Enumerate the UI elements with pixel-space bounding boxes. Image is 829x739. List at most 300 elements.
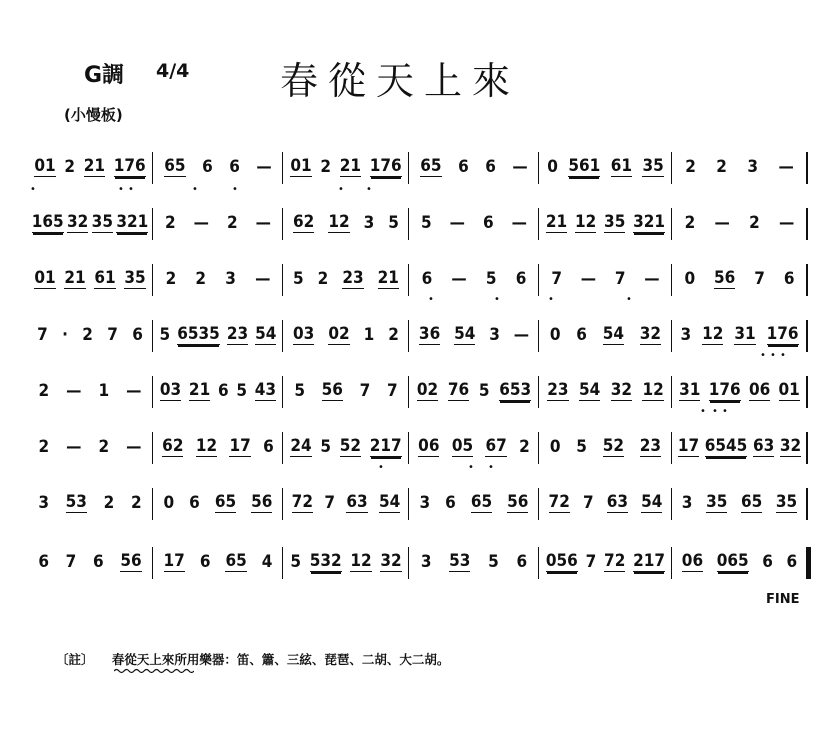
score-row: [28, 262, 808, 302]
octave-dot-icon: •: [428, 294, 434, 305]
bar-line: [806, 547, 811, 579]
note-token: 6535: [177, 318, 220, 345]
bar-line: [538, 152, 539, 184]
note-token: —: [779, 213, 795, 233]
note-token: 65: [215, 486, 236, 513]
note-token: 7: [107, 325, 118, 345]
bar-line: [282, 264, 283, 296]
note-token: 2: [38, 437, 50, 457]
note-token: 65: [225, 545, 246, 572]
bar-line: [408, 376, 409, 408]
note-token: 32: [67, 206, 88, 233]
note-token: 56: [120, 545, 141, 572]
note-token: 6: [458, 157, 469, 177]
note-token: 5: [485, 269, 497, 289]
footnote-wavy-underline: [114, 668, 194, 674]
bar-line: [408, 152, 409, 184]
note-token: 7: [585, 552, 597, 572]
note-token: ·: [62, 325, 68, 345]
bar-line: [152, 488, 153, 520]
note-token: 6: [199, 552, 211, 572]
note-token: 21: [64, 262, 85, 289]
note-token: 32: [640, 318, 661, 345]
note-token: 01: [290, 150, 311, 177]
bar-line: [671, 152, 672, 184]
note-token: 54: [579, 374, 600, 401]
note-token: 35: [604, 206, 625, 233]
note-token: 7: [614, 269, 626, 289]
note-token: 65: [741, 486, 762, 513]
octave-dot-icon: •: [770, 350, 776, 361]
bar-line: [806, 488, 808, 520]
note-token: 7: [386, 381, 398, 401]
measure: [542, 150, 669, 190]
measure: [156, 206, 280, 246]
octave-dot-icon: •: [722, 406, 728, 417]
note-token: 5: [236, 381, 248, 401]
bar-line: [152, 376, 153, 408]
bar-line: [408, 432, 409, 464]
measure: [30, 262, 150, 302]
note-token: 54: [379, 486, 400, 513]
note-token: 35: [706, 486, 727, 513]
note-token: —: [714, 213, 730, 233]
note-token: 653: [499, 374, 531, 401]
bar-line: [538, 264, 539, 296]
note-token: —: [126, 437, 142, 457]
measure: [30, 206, 150, 246]
measure: [286, 262, 406, 302]
note-token: 6: [485, 157, 496, 177]
octave-dot-icon: •: [712, 406, 718, 417]
note-token: 56: [714, 262, 735, 289]
note-token: 6: [483, 213, 494, 233]
measure: [675, 150, 804, 190]
note-token: 3: [363, 213, 375, 233]
note-token: 1: [363, 325, 375, 345]
note-token: 53: [449, 545, 470, 572]
note-token: 32: [380, 545, 401, 572]
piece-title: 春從天上來: [280, 59, 521, 103]
note-token: 2: [317, 269, 329, 289]
octave-dot-icon: •: [780, 350, 786, 361]
note-token: 6: [38, 552, 49, 572]
note-token: —: [580, 269, 597, 289]
measure: [412, 206, 536, 246]
measure: [675, 545, 804, 585]
bar-line: [806, 264, 808, 296]
note-token: 5: [290, 552, 301, 572]
note-token: 5: [293, 269, 304, 289]
note-token: 561: [568, 150, 600, 177]
note-token: 056: [546, 545, 578, 572]
note-token: 06: [418, 430, 439, 457]
note-token: 24: [290, 430, 311, 457]
measure: [156, 486, 280, 526]
measure: [156, 430, 280, 470]
note-token: 6545: [705, 430, 748, 457]
note-token: 23: [342, 262, 363, 289]
bar-line: [408, 208, 409, 240]
note-token: 03: [293, 318, 314, 345]
bar-line: [152, 432, 153, 464]
note-token: 17: [164, 545, 185, 572]
measure: [30, 430, 150, 470]
score-row: [28, 318, 808, 358]
measure: [30, 545, 150, 585]
note-token: 6: [189, 493, 200, 513]
bar-line: [806, 320, 808, 352]
note-token: 35: [124, 262, 145, 289]
note-token: 01: [779, 374, 800, 401]
note-token: —: [512, 157, 528, 177]
measure: [286, 486, 406, 526]
note-token: 7: [324, 493, 335, 513]
note-token: —: [778, 157, 794, 177]
measure: [30, 318, 150, 358]
note-token: 217: [370, 430, 402, 457]
note-token: 21: [378, 262, 399, 289]
octave-dot-icon: •: [30, 184, 36, 195]
note-token: 2: [684, 213, 696, 233]
note-token: 2: [98, 437, 110, 457]
bar-line: [671, 208, 672, 240]
note-token: 36: [419, 318, 440, 345]
note-token: —: [511, 213, 527, 233]
bar-line: [671, 488, 672, 520]
bar-line: [806, 152, 808, 184]
bar-line: [152, 264, 153, 296]
note-token: 6: [92, 552, 104, 572]
note-token: 4: [261, 552, 273, 572]
measure: [542, 430, 669, 470]
note-token: 17: [678, 430, 699, 457]
note-token: 2: [82, 325, 93, 345]
measure: [286, 430, 406, 470]
measure: [675, 430, 804, 470]
note-token: 2: [716, 157, 727, 177]
note-token: 176: [767, 318, 799, 345]
note-token: 56: [507, 486, 528, 513]
note-token: 56: [322, 374, 343, 401]
note-token: 6: [132, 325, 143, 345]
note-token: —: [644, 269, 660, 289]
note-token: 6: [445, 493, 456, 513]
bar-line: [282, 208, 283, 240]
note-token: 2: [165, 213, 176, 233]
note-token: 61: [94, 262, 115, 289]
note-token: 1: [98, 381, 110, 401]
note-token: 02: [417, 374, 438, 401]
octave-dot-icon: •: [488, 462, 494, 473]
note-token: 2: [195, 269, 207, 289]
note-token: 2: [165, 269, 177, 289]
note-token: —: [451, 269, 467, 289]
note-token: 3: [489, 325, 500, 345]
measure: [412, 486, 536, 526]
note-token: 6: [576, 325, 587, 345]
note-token: 23: [547, 374, 568, 401]
bar-line: [538, 376, 539, 408]
note-token: 2: [685, 157, 696, 177]
note-token: 67: [485, 430, 506, 457]
note-token: 31: [734, 318, 755, 345]
time-signature: 4/4: [156, 60, 190, 82]
measure: [286, 545, 406, 585]
note-token: 31: [679, 374, 700, 401]
octave-dot-icon: •: [494, 294, 500, 305]
note-token: 5: [294, 381, 305, 401]
bar-line: [538, 547, 539, 579]
measure: [675, 262, 804, 302]
note-token: 321: [633, 206, 665, 233]
bar-line: [152, 152, 153, 184]
measure: [412, 318, 536, 358]
note-token: 21: [84, 150, 105, 177]
measure: [156, 150, 280, 190]
bar-line: [671, 547, 672, 579]
measure: [156, 545, 280, 585]
note-token: 21: [340, 150, 361, 177]
note-token: 7: [37, 325, 48, 345]
octave-dot-icon: •: [700, 406, 706, 417]
score-row: [28, 206, 808, 246]
bar-line: [806, 432, 808, 464]
bar-line: [152, 547, 153, 579]
bar-line: [806, 208, 808, 240]
note-token: 7: [582, 493, 594, 513]
note-token: 23: [227, 318, 248, 345]
octave-dot-icon: •: [378, 462, 384, 473]
bar-line: [408, 488, 409, 520]
bar-line: [671, 264, 672, 296]
note-token: 5: [159, 325, 171, 345]
score-row: [28, 486, 808, 526]
measure: [30, 374, 150, 414]
note-token: 12: [350, 545, 371, 572]
note-token: —: [126, 381, 142, 401]
note-token: 2: [227, 213, 238, 233]
note-token: 0: [549, 325, 561, 345]
octave-dot-icon: •: [128, 184, 134, 195]
measure: [30, 486, 150, 526]
note-token: 6: [217, 381, 229, 401]
measure: [156, 262, 280, 302]
measure: [542, 206, 669, 246]
measure: [286, 318, 406, 358]
note-token: 65: [164, 150, 185, 177]
note-token: 321: [116, 206, 148, 233]
note-token: 7: [754, 269, 765, 289]
note-token: 3: [225, 269, 236, 289]
bar-line: [671, 376, 672, 408]
octave-dot-icon: •: [338, 184, 344, 195]
note-token: 54: [641, 486, 662, 513]
note-token: —: [256, 157, 272, 177]
score-row: [28, 430, 808, 470]
note-token: 0: [549, 437, 561, 457]
bar-line: [408, 264, 409, 296]
note-token: 5: [320, 437, 331, 457]
note-token: —: [449, 213, 465, 233]
fine-marking: FINE: [766, 592, 800, 607]
bar-line: [408, 320, 409, 352]
note-token: 56: [251, 486, 272, 513]
note-token: 065: [717, 545, 749, 572]
note-token: 23: [640, 430, 661, 457]
note-token: 63: [753, 430, 774, 457]
octave-dot-icon: •: [232, 184, 238, 195]
measure: [675, 374, 804, 414]
note-token: 35: [642, 150, 663, 177]
note-token: —: [193, 213, 209, 233]
measure: [412, 545, 536, 585]
note-token: 2: [130, 493, 142, 513]
note-token: 52: [340, 430, 361, 457]
bar-line: [282, 376, 283, 408]
measure: [412, 430, 536, 470]
note-token: 3: [680, 325, 692, 345]
measure: [286, 150, 406, 190]
note-token: 176: [114, 150, 146, 177]
note-token: 6: [263, 437, 274, 457]
bar-line: [152, 208, 153, 240]
score-row: [28, 545, 808, 585]
note-token: 532: [310, 545, 342, 572]
measure: [412, 374, 536, 414]
bar-line: [806, 376, 808, 408]
note-token: 6: [783, 269, 795, 289]
measure: [542, 374, 669, 414]
note-token: 5: [388, 213, 399, 233]
note-token: 0: [547, 157, 558, 177]
note-token: 43: [255, 374, 276, 401]
bar-line: [538, 208, 539, 240]
note-token: 05: [452, 430, 473, 457]
note-token: 2: [388, 325, 399, 345]
note-token: 35: [92, 206, 113, 233]
note-token: 6: [229, 157, 240, 177]
bar-line: [152, 320, 153, 352]
measure: [286, 374, 406, 414]
measure: [412, 150, 536, 190]
octave-dot-icon: •: [192, 184, 198, 195]
note-token: 32: [611, 374, 632, 401]
measure: [156, 374, 280, 414]
note-token: 2: [320, 157, 331, 177]
note-token: 6: [202, 157, 213, 177]
bar-line: [282, 152, 283, 184]
note-token: 5: [421, 213, 432, 233]
measure: [286, 206, 406, 246]
note-token: 7: [65, 552, 77, 572]
note-token: 32: [780, 430, 801, 457]
note-token: 3: [419, 493, 431, 513]
note-token: 6: [762, 552, 773, 572]
measure: [542, 545, 669, 585]
octave-dot-icon: •: [366, 184, 372, 195]
note-token: 5: [576, 437, 587, 457]
note-token: 63: [346, 486, 367, 513]
measure: [675, 206, 804, 246]
note-token: 12: [642, 374, 663, 401]
bar-line: [282, 432, 283, 464]
note-token: 17: [229, 430, 250, 457]
note-token: 01: [34, 262, 55, 289]
note-token: 01: [34, 150, 55, 177]
note-token: 2: [64, 157, 75, 177]
bar-line: [282, 488, 283, 520]
octave-dot-icon: •: [118, 184, 124, 195]
note-token: 54: [454, 318, 475, 345]
note-token: 02: [328, 318, 349, 345]
measure: [542, 262, 669, 302]
note-token: 12: [702, 318, 723, 345]
bar-line: [538, 432, 539, 464]
note-token: 72: [549, 486, 570, 513]
bar-line: [282, 547, 283, 579]
note-token: —: [255, 269, 271, 289]
note-token: 63: [607, 486, 628, 513]
note-token: 5: [478, 381, 490, 401]
note-token: 62: [162, 430, 183, 457]
note-token: 35: [776, 486, 797, 513]
note-token: 72: [604, 545, 625, 572]
note-token: 21: [189, 374, 210, 401]
bar-line: [408, 547, 409, 579]
note-token: 2: [103, 493, 115, 513]
note-token: 06: [682, 545, 703, 572]
note-token: 0: [684, 269, 696, 289]
note-token: 2: [749, 213, 760, 233]
tempo-marking: (小慢板): [64, 106, 123, 124]
note-token: 3: [420, 552, 432, 572]
note-token: —: [66, 437, 82, 457]
note-token: 176: [709, 374, 741, 401]
bar-line: [671, 432, 672, 464]
footnote-text: 春從天上來所用樂器：笛、簫、三絃、琵琶、二胡、大二胡。: [111, 652, 450, 667]
bar-line: [538, 320, 539, 352]
note-token: 06: [749, 374, 770, 401]
note-token: —: [66, 381, 82, 401]
note-token: 62: [293, 206, 314, 233]
octave-dot-icon: •: [760, 350, 766, 361]
note-token: 165: [32, 206, 64, 233]
note-token: —: [255, 213, 271, 233]
octave-dot-icon: •: [548, 294, 554, 305]
score-row: [28, 374, 808, 414]
note-token: 217: [633, 545, 665, 572]
note-token: 76: [448, 374, 469, 401]
bar-line: [282, 320, 283, 352]
note-token: 54: [255, 318, 276, 345]
note-token: 65: [420, 150, 441, 177]
note-token: 12: [328, 206, 349, 233]
key-signature: G調: [84, 63, 125, 88]
footnote-tag: 〔註〕: [56, 652, 94, 667]
note-token: 2: [38, 381, 50, 401]
note-token: 3: [747, 157, 759, 177]
score-row: [28, 150, 808, 190]
note-token: 12: [196, 430, 217, 457]
note-token: 7: [551, 269, 563, 289]
note-token: 12: [575, 206, 596, 233]
bar-line: [538, 488, 539, 520]
octave-dot-icon: •: [626, 294, 632, 305]
note-token: —: [513, 325, 530, 345]
note-token: 2: [519, 437, 530, 457]
note-token: 6: [515, 269, 527, 289]
